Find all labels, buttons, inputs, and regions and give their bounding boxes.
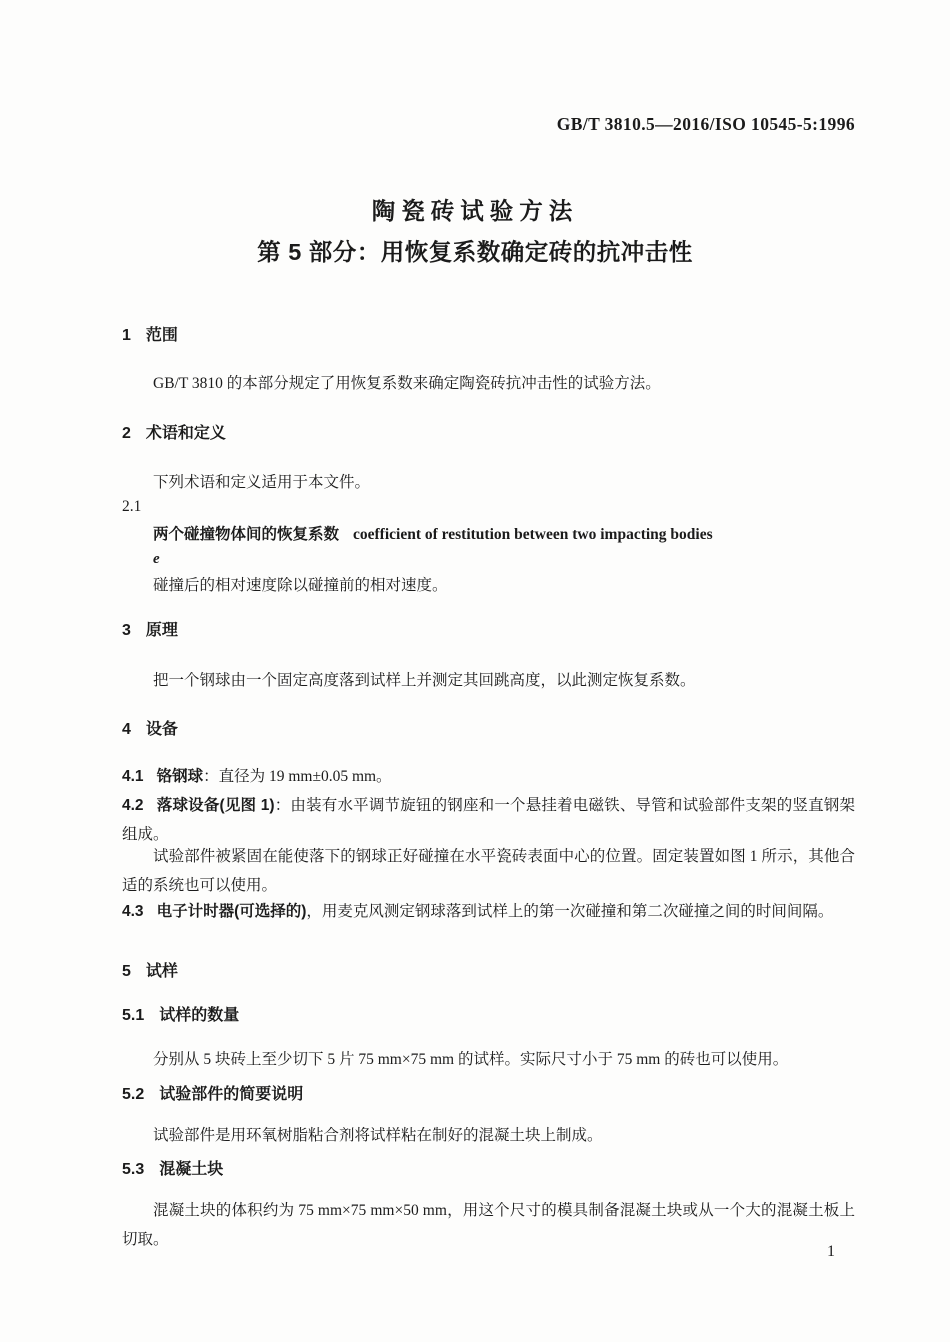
section-1-number: 1 [122, 327, 131, 344]
subsection-5-3-paragraph: 混凝土块的体积约为 75 mm×75 mm×50 mm，用这个尺寸的模具制备混凝土块或从一个大的混凝土板上切取。 [122, 1202, 855, 1248]
clause-4-2-number: 4.2 [122, 797, 144, 814]
subsection-5-2-title: 试验部件的简要说明 [159, 1086, 304, 1103]
section-3-number: 3 [122, 622, 131, 639]
section-2-number: 2 [122, 425, 131, 442]
subsection-5-1-paragraph: 分别从 5 块砖上至少切下 5 片 75 mm×75 mm 的试样。实际尺寸小于 75 mm 的砖也可以使用。 [153, 1051, 789, 1068]
term-2-1-definition: 碰撞后的相对速度除以碰撞前的相对速度。 [153, 577, 448, 594]
term-2-1-english: coefficient of restitution between two impacting bodies [353, 526, 713, 543]
section-3-title: 原理 [145, 622, 178, 639]
term-2-1-number: 2.1 [122, 498, 142, 515]
section-1-heading [122, 326, 178, 346]
section-5-number: 5 [122, 963, 131, 980]
subsection-5-1-heading [122, 1006, 239, 1026]
page-number: 1 [827, 1243, 835, 1260]
section-5-heading [122, 962, 178, 982]
term-2-1-chinese: 两个碰撞物体间的恢复系数 [153, 526, 340, 543]
term-2-1-line [153, 520, 855, 549]
subsection-5-3-title: 混凝土块 [159, 1161, 224, 1178]
clause-4-1-text: ：直径为 19 mm±0.05 mm。 [203, 768, 392, 785]
section-1-title: 范围 [145, 327, 178, 344]
subsection-5-2-paragraph: 试验部件是用环氧树脂粘合剂将试样粘在制好的混凝土块上制成。 [153, 1127, 603, 1144]
clause-4-3-term: 电子计时器(可选择的) [156, 903, 307, 920]
section-1-paragraph: GB/T 3810 的本部分规定了用恢复系数来确定陶瓷砖抗冲击性的试验方法。 [153, 375, 661, 392]
clause-4-3-number: 4.3 [122, 903, 144, 920]
clause-4-3 [122, 897, 855, 926]
subsection-5-1-number: 5.1 [122, 1007, 145, 1024]
subsection-5-2-number: 5.2 [122, 1086, 145, 1103]
section-4-number: 4 [122, 721, 131, 738]
subsection-5-3-number: 5.3 [122, 1161, 145, 1178]
clause-4-1-term: 铬钢球 [156, 768, 204, 785]
clause-4-3-text: ，用麦克风测定钢球落到试样上的第一次碰撞和第二次碰撞之间的时间间隔。 [306, 903, 834, 920]
document-title-line-1: 陶瓷砖试验方法 [371, 198, 579, 224]
symbol-e: e [153, 551, 160, 567]
clause-4-2-term: 落球设备(见图 1) [156, 797, 275, 814]
section-5-title: 试样 [145, 963, 178, 980]
section-4-fixture-paragraph: 试验部件被紧固在能使落下的钢球正好碰撞在水平瓷砖表面中心的位置。固定装置如图 1 所示，其他合适的系统也可以使用。 [122, 848, 855, 894]
clause-4-1-number: 4.1 [122, 768, 144, 785]
term-2-1-symbol-line [153, 546, 855, 572]
subsection-5-3-heading [122, 1160, 223, 1180]
section-3-heading [122, 621, 178, 641]
clause-4-1 [122, 762, 855, 791]
clause-4-2 [122, 791, 855, 849]
section-2-intro: 下列术语和定义适用于本文件。 [153, 474, 371, 491]
section-4-title: 设备 [145, 721, 178, 738]
document-title-line-2: 第 5 部分：用恢复系数确定砖的抗冲击性 [257, 239, 693, 265]
subsection-5-2-heading [122, 1085, 303, 1105]
subsection-5-1-title: 试样的数量 [159, 1007, 240, 1024]
section-4-heading [122, 720, 178, 740]
section-2-heading [122, 424, 226, 444]
section-2-title: 术语和定义 [145, 425, 226, 442]
clause-4-2-text: ：由装有水平调节旋钮的钢座和一个悬挂着电磁铁、导管和试验部件支架的竖直钢架组成。 [122, 797, 855, 843]
standard-code: GB/T 3810.5—2016/ISO 10545-5:1996 [556, 114, 855, 134]
section-3-paragraph: 把一个钢球由一个固定高度落到试样上并测定其回跳高度，以此测定恢复系数。 [153, 672, 696, 689]
